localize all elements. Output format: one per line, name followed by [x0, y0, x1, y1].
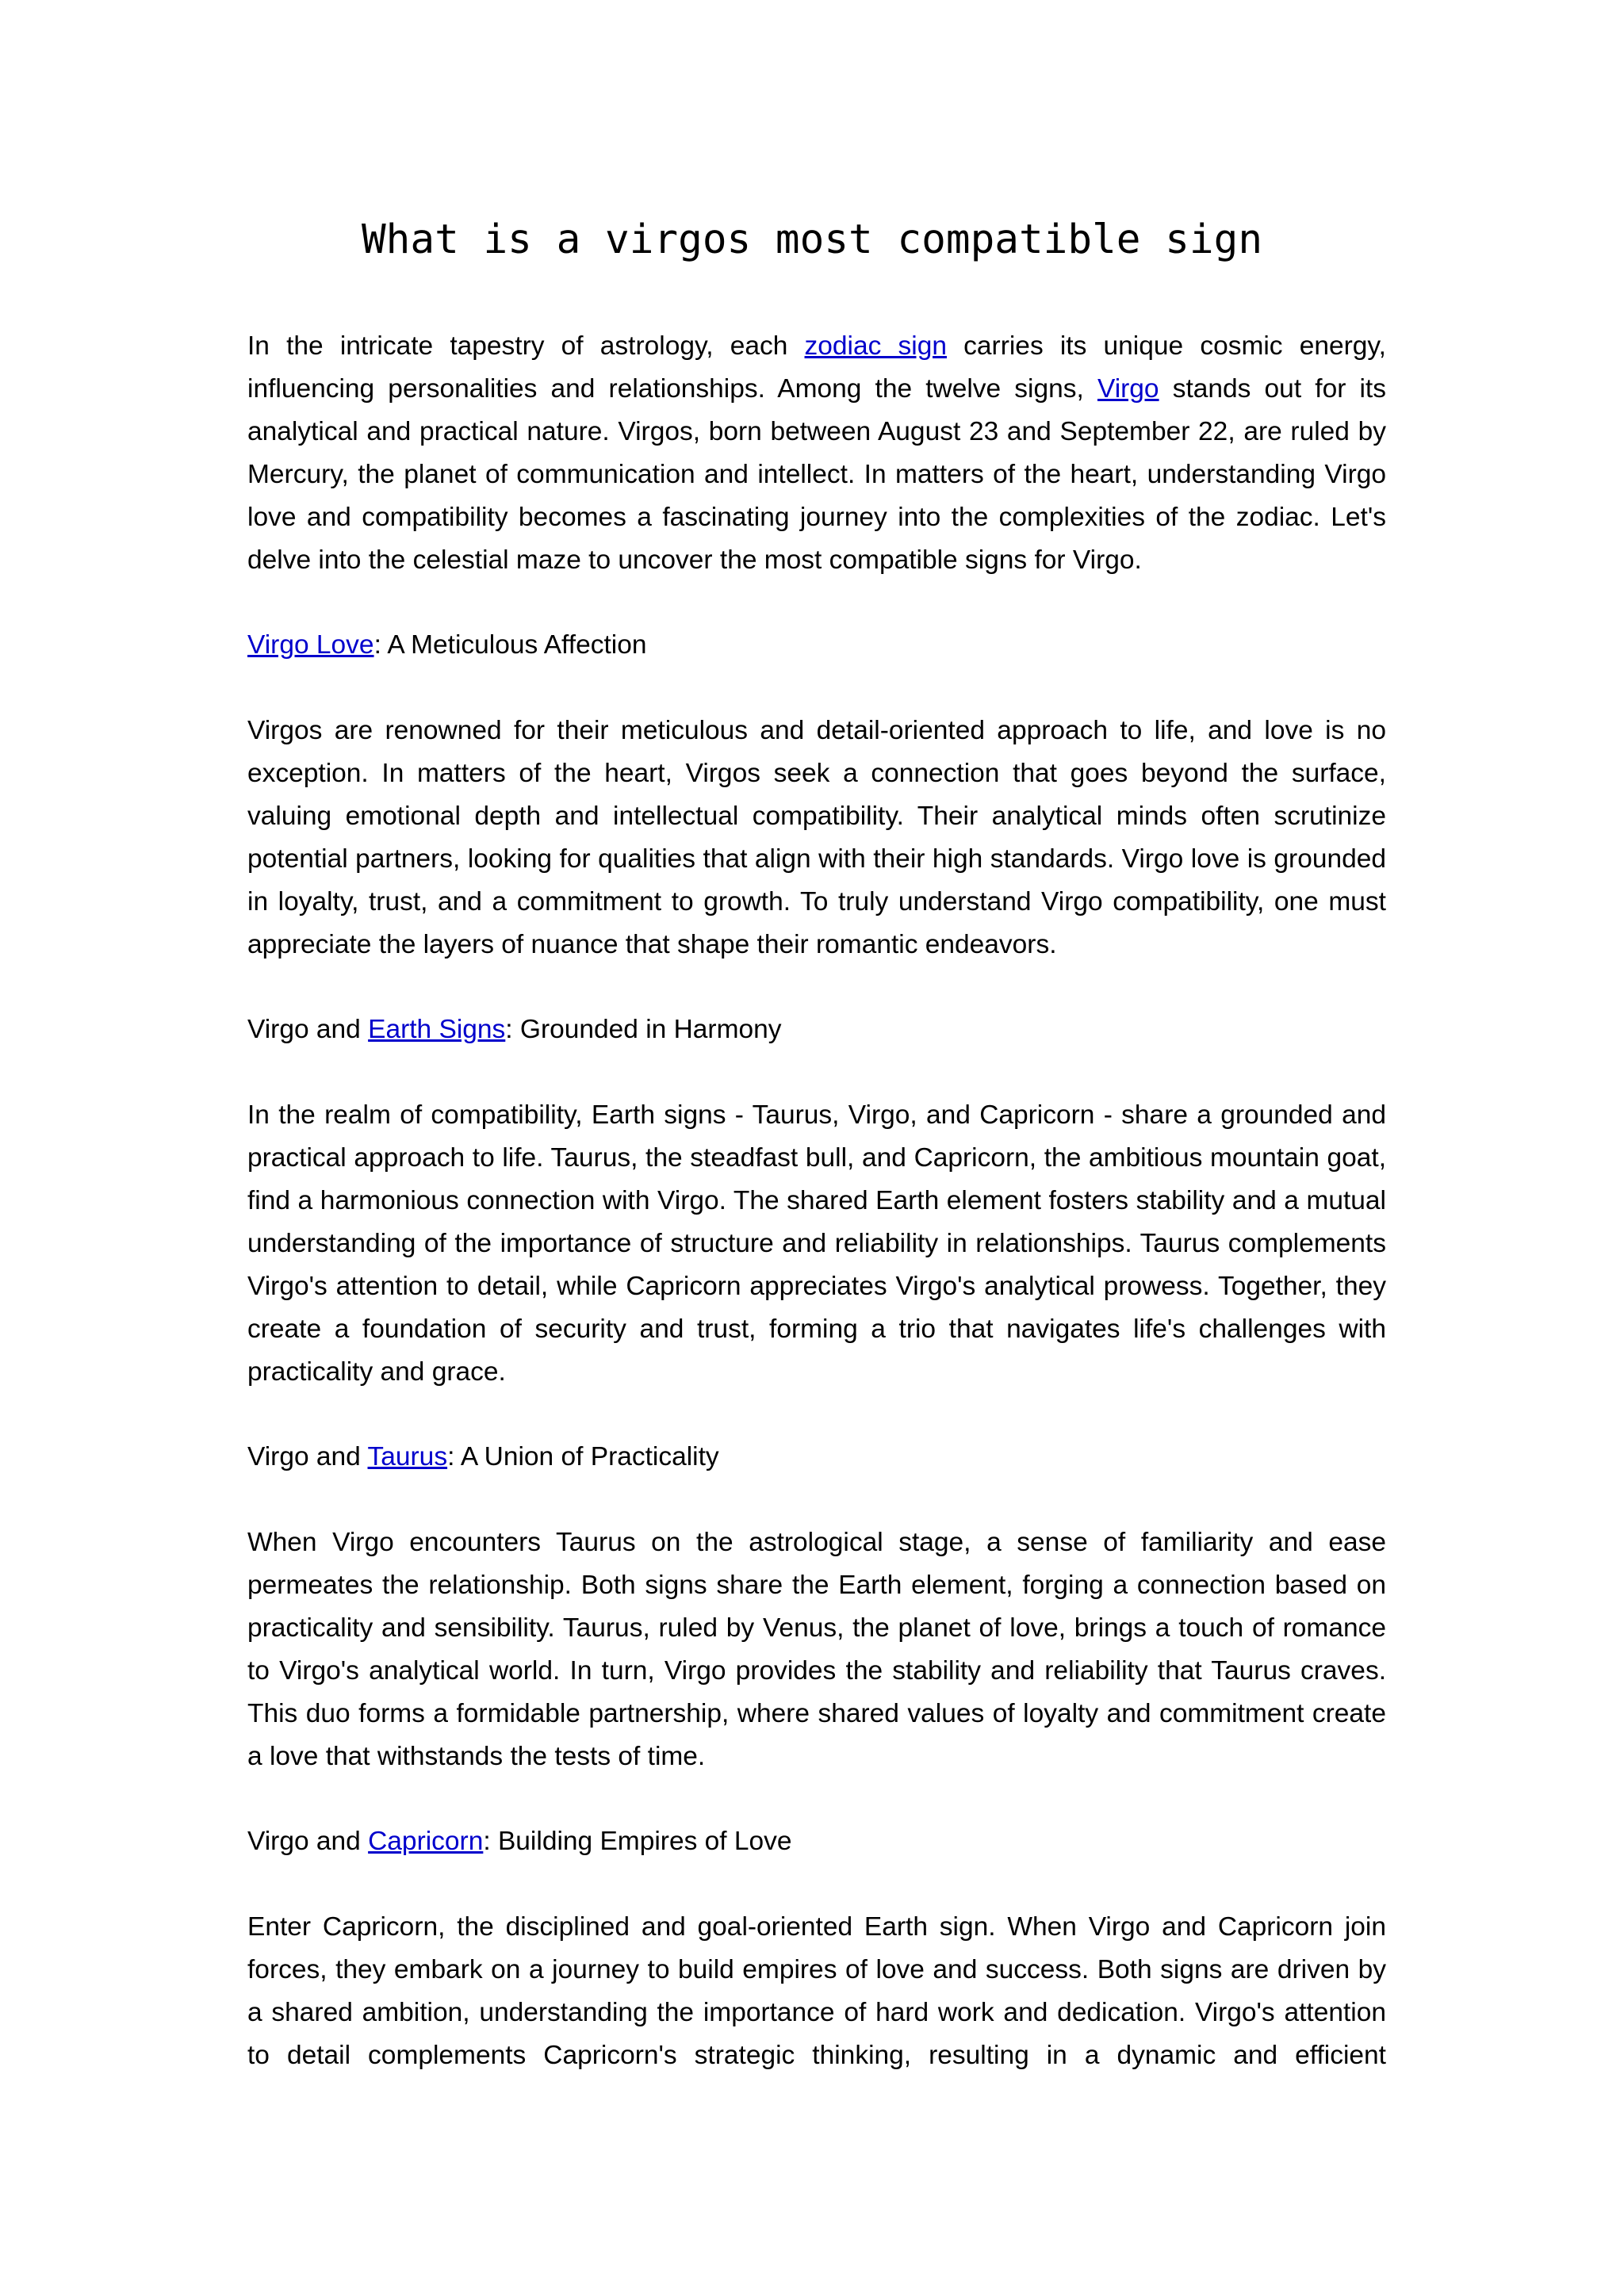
capricorn-link[interactable]: Capricorn	[368, 1827, 484, 1856]
page-title: What is a virgos most compatible sign	[361, 216, 1263, 263]
section-heading-earth-signs	[247, 1008, 1386, 1051]
virgo-love-paragraph: Virgos are renowned for their meticulous and detail-oriented approach to life, and love is no exception. In matters of the heart, Virgos seek a connection that goes beyond the surface, valuing emotional depth and intellectual compatibility. Their analytical minds often scrutinize potential partners, looking for qualities that align with their high standards. Virgo love is grounded in loyalty, trust, and a commitment to growth. To truly understand Virgo compatibility, one must appreciate the layers of nuance that shape their romantic endeavors.	[247, 716, 1386, 959]
intro-paragraph	[247, 325, 1386, 582]
section-heading-virgo-love	[247, 624, 1386, 667]
section-heading-prefix: Virgo and	[247, 1442, 368, 1471]
intro-text-3: stands out for its analytical and practical nature. Virgos, born between August 23 and September 22, are ruled by Mercury, the planet of communication and intellect. In matters of the heart, understanding Virgo love and compatibility becomes a fascinating journey into the complexities of the zodiac. Let's delve into the celestial maze to uncover the most compatible signs for Virgo.	[247, 374, 1386, 575]
earth-signs-link[interactable]: Earth Signs	[368, 1015, 506, 1044]
section-heading-text: : A Union of Practicality	[447, 1442, 719, 1471]
section-heading-prefix: Virgo and	[247, 1827, 369, 1856]
capricorn-paragraph: Enter Capricorn, the disciplined and goal-oriented Earth sign. When Virgo and Capricorn join forces, they embark on a journey to build empires of love and success. Both signs are driven by a shared ambition, understanding the importance of hard work and dedication. Virgo's attention to detail complements Capricorn's strategic thinking, resulting in a dynamic and efficient	[247, 1912, 1386, 2070]
zodiac-sign-link[interactable]: zodiac sign	[804, 331, 947, 361]
virgo-link[interactable]: Virgo	[1097, 374, 1159, 404]
section-heading-text: : Building Empires of Love	[483, 1827, 792, 1856]
intro-text-2: carries its unique cosmic energy, influencing personalities and relationships. Among the twelve signs,	[247, 331, 1386, 404]
intro-text-1: In the intricate tapestry of astrology, each	[247, 331, 805, 361]
section-heading-taurus	[247, 1436, 1386, 1479]
section-heading-prefix: Virgo and	[247, 1015, 369, 1044]
taurus-link[interactable]: Taurus	[367, 1442, 448, 1471]
virgo-love-link[interactable]: Virgo Love	[247, 630, 374, 660]
earth-signs-paragraph: In the realm of compatibility, Earth signs - Taurus, Virgo, and Capricorn - share a grounded and practical approach to life. Taurus, the steadfast bull, and Capricorn, the ambitious mountain goat, find a harmonious connection with Virgo. The shared Earth element fosters stability and a mutual understanding of the importance of structure and reliability in relationships. Taurus complements Virgo's attention to detail, while Capricorn appreciates Virgo's analytical prowess. Together, they create a foundation of security and trust, forming a trio that navigates life's challenges with practicality and grace.	[247, 1100, 1386, 1387]
section-heading-text: : A Meticulous Affection	[373, 630, 647, 660]
taurus-paragraph: When Virgo encounters Taurus on the astrological stage, a sense of familiarity and ease permeates the relationship. Both signs share the Earth element, forging a connection based on practicality and sensibility. Taurus, ruled by Venus, the planet of love, brings a touch of romance to Virgo's analytical world. In turn, Virgo provides the stability and reliability that Taurus craves. This duo forms a formidable partnership, where shared values of loyalty and commitment create a love that withstands the tests of time.	[247, 1528, 1386, 1771]
section-heading-text: : Grounded in Harmony	[505, 1015, 782, 1044]
section-heading-capricorn	[247, 1820, 1386, 1863]
